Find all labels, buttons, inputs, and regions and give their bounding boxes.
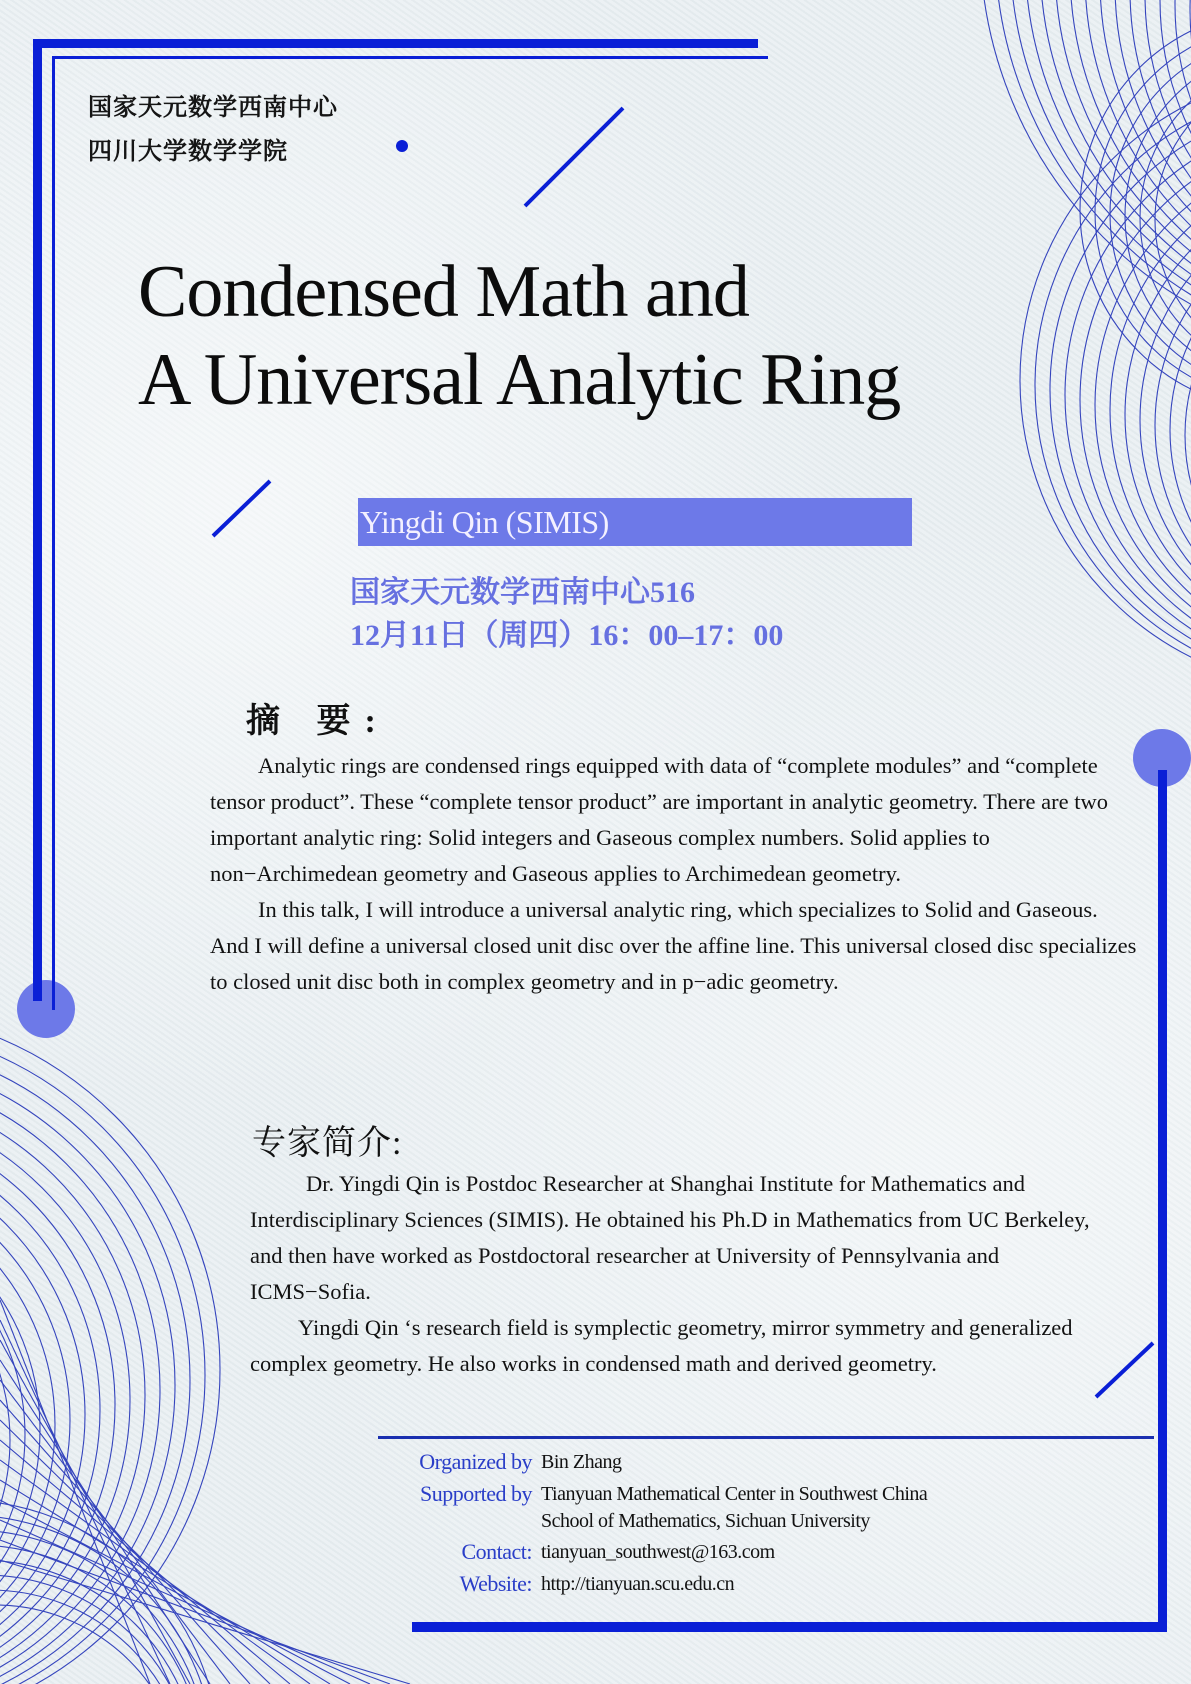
event-location: 国家天元数学西南中心516 [350,576,695,609]
title-line-1: Condensed Math and [138,251,749,333]
supported-label: Supported by [420,1481,532,1506]
contact-email[interactable]: tianyuan_southwest@163.com [541,1541,775,1563]
abstract-body [210,748,1140,1000]
supported-row [410,1478,927,1532]
bio-heading: 专家简介: [252,1125,403,1162]
accent-slash-mid [213,481,270,536]
website-row [410,1568,927,1600]
footer-divider [378,1436,1154,1439]
frame-right-thick [1158,770,1167,1632]
bio-body [250,1166,1105,1382]
bio-paragraph-1: Dr. Yingdi Qin is Postdoc Researcher at Shanghai Institute for Mathematics and Interdisciplinary Sciences (SIMIS). He obtained his Ph.D in Mathematics from UC Berkeley, and then have worked as Postdoctoral researcher at University of Pennsylvania and ICMS−Sofia. [250,1171,1090,1304]
organized-label: Organized by [419,1449,532,1474]
accent-circle-left [17,980,75,1038]
event-info [350,571,783,657]
frame-left-thin [52,56,55,1010]
abstract-paragraph-1: Analytic rings are condensed rings equipped with data of “complete modules” and “complete tensor product”. These “complete tensor product” are important in analytic geometry. There are two important analytic ring: Solid integers and Gaseous complex numbers. Solid applies to non−Archimedean geometry and Gaseous applies to Archimedean geometry. [210,753,1108,886]
frame-top-thick [33,39,758,48]
org-line-1: 国家天元数学西南中心 [88,95,338,121]
right-arcs [1020,10,1191,690]
organized-value: Bin Zhang [541,1451,622,1473]
accent-slash-top [525,108,623,206]
talk-title [138,248,900,424]
bottom-left-arcs [0,1010,220,1684]
supported-value-1: Tianyuan Mathematical Center in Southwest China [541,1483,928,1505]
bio-paragraph-2: Yingdi Qin ‘s research field is symplectic geometry, mirror symmetry and generalized complex geometry. He also works in condensed math and derived geometry. [250,1315,1073,1376]
abstract-heading: 摘 要: [246,703,390,740]
frame-bottom-thick [412,1622,1167,1632]
supported-value-2: School of Mathematics, Sichuan University [541,1510,870,1532]
abstract-paragraph-2: In this talk, I will introduce a universal analytic ring, which specializes to Solid and Gaseous. And I will define a universal closed unit disc over the affine line. This universal closed disc specializes to closed unit disc both in complex geometry and in p−adic geometry. [210,897,1137,994]
speaker-name: Yingdi Qin (SIMIS) [360,504,609,540]
frame-top-thin [52,56,768,59]
contact-row [410,1536,927,1568]
frame-left-thick [33,39,42,1001]
footer-credits [410,1446,927,1600]
organized-row [410,1446,927,1478]
top-right-arcs [980,0,1191,360]
org-line-2: 四川大学数学学院 [88,139,288,165]
title-line-2: A Universal Analytic Ring [138,339,901,421]
organizer-header [88,86,338,174]
website-label: Website: [459,1571,532,1596]
event-datetime: 12月11日（周四）16：00–17：00 [350,619,784,652]
accent-dot [396,140,408,152]
website-link[interactable]: http://tianyuan.scu.edu.cn [541,1573,735,1595]
contact-label: Contact: [461,1539,532,1564]
